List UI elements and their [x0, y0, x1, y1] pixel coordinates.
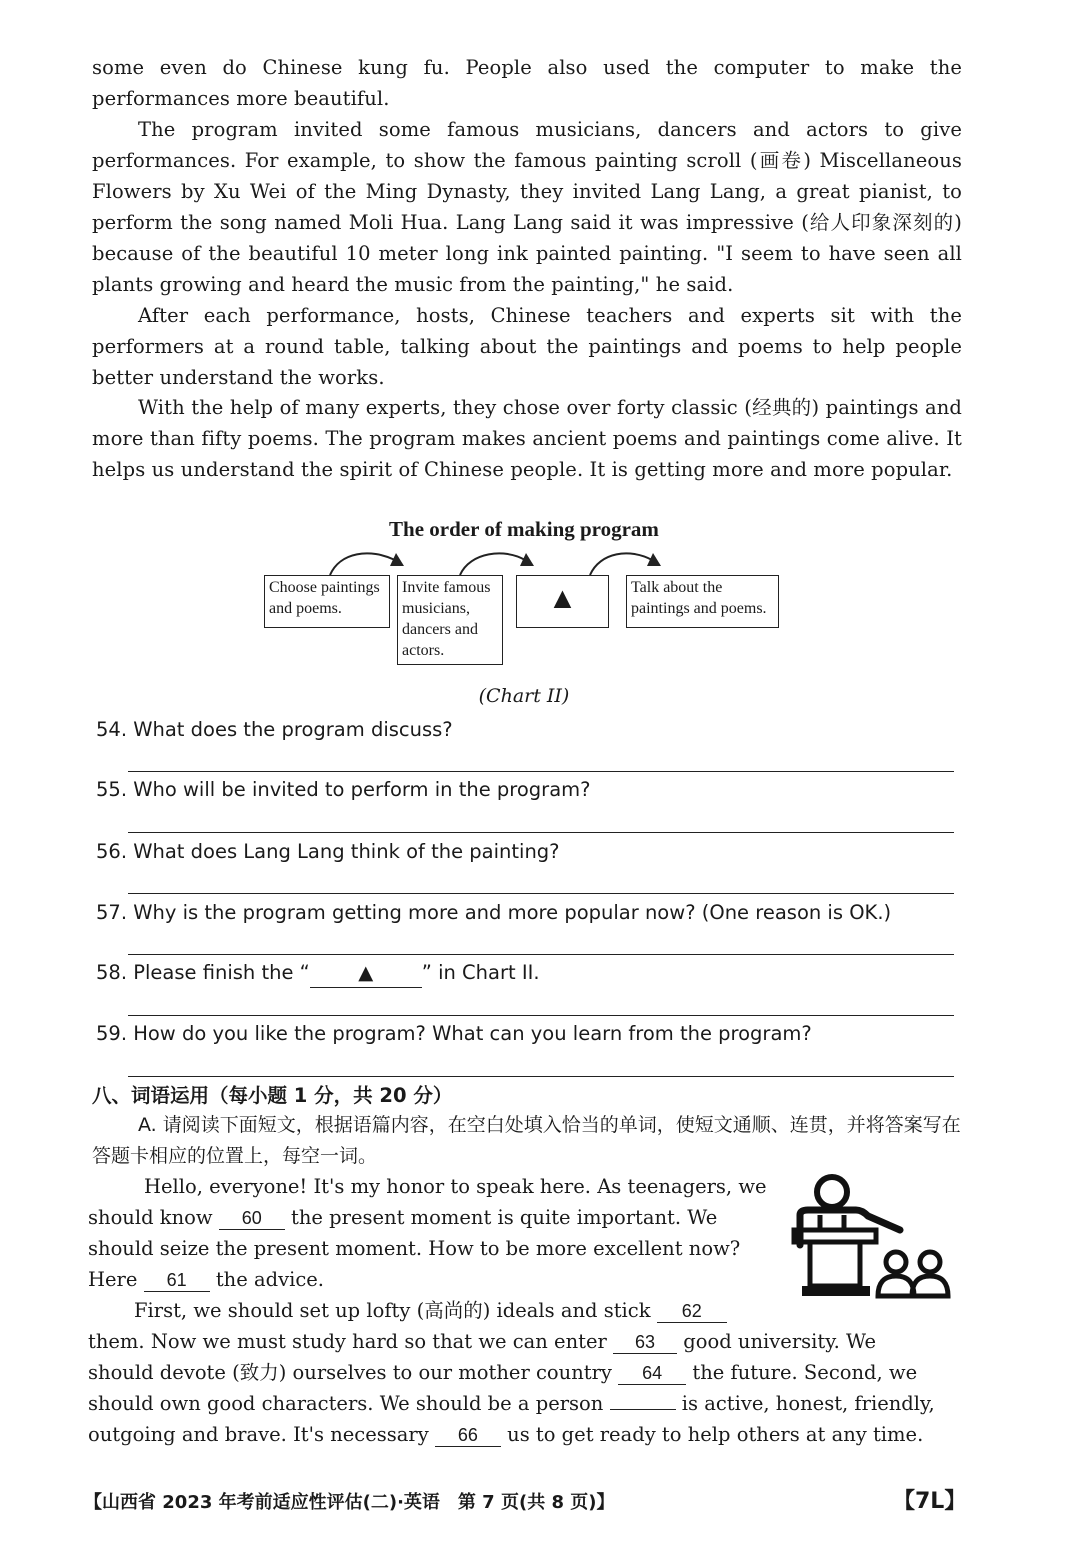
cloze-text: should devote (致力) ourselves to our mother country [88, 1361, 612, 1384]
cloze-text: is active, honest, friendly, [681, 1392, 935, 1415]
blank-63[interactable]: 63 [613, 1331, 677, 1354]
question-57: 57. Why is the program getting more and more popular now? (One reason is OK.) [96, 901, 892, 924]
cloze-line [88, 1420, 923, 1451]
cloze-line [88, 1296, 958, 1327]
arrow-3 [590, 553, 652, 575]
triangle-icon: ▲ [358, 961, 374, 984]
chart-caption: (Chart II) [478, 685, 570, 707]
cloze-text: the future. Second, we [692, 1361, 918, 1384]
section-heading: 八、词语运用（每小题 1 分，共 20 分） [92, 1084, 453, 1107]
cloze-text: the present moment is quite important. We [291, 1206, 718, 1229]
paragraph-3: After each performance, hosts, Chinese teachers and experts sit with the performers at a round table, talking about the paintings and poems to help people better understand the works. [92, 304, 962, 389]
blank-60[interactable]: 60 [219, 1207, 285, 1230]
cloze-text: them. Now we must study hard so that we can enter [88, 1330, 607, 1353]
chart-box-4: Talk about the paintings and poems. [626, 575, 779, 628]
chart-box-1: Choose paintings and poems. [264, 575, 390, 628]
cloze-text: good university. We [683, 1330, 877, 1353]
answer-line-56[interactable] [128, 893, 954, 894]
answer-line-57[interactable] [128, 954, 954, 955]
question-59: 59. How do you like the program? What can you learn from the program? [96, 1022, 812, 1045]
question-58-text-b: ” in Chart II. [421, 961, 540, 984]
paragraph-2: The program invited some famous musicians, dancers and actors to give performances. For example, to show the famous painting scroll (画卷) Miscellaneous Flowers by Xu Wei of the Ming Dynasty, they invited Lang Lang, a great pianist, to perform the song named Moli Hua. Lang Lang said it was impressive (给人印象深刻的) because of the beautiful 10 meter long ink painted painting. "I seem to have seen all plants growing and heard the music from the painting," he said. [92, 118, 962, 296]
page-footer: 【山西省 2023 年考前适应性评估(二)·英语 第 7 页(共 8 页)】 [84, 1492, 615, 1513]
chart-title: The order of making program [389, 517, 659, 541]
answer-line-54[interactable] [128, 771, 954, 772]
blank-61[interactable]: 61 [144, 1269, 210, 1292]
cloze-line [88, 1265, 324, 1296]
cloze-text: First, we should set up lofty (高尚的) ideals and stick [134, 1299, 651, 1322]
blank-66[interactable]: 66 [435, 1424, 501, 1447]
cloze-line [88, 1172, 767, 1203]
question-58-blank [310, 959, 422, 988]
cloze-text: Here [88, 1268, 138, 1291]
answer-line-55[interactable] [128, 832, 954, 833]
cloze-line [88, 1203, 717, 1234]
cloze-text: us to get ready to help others at any time. [507, 1423, 924, 1446]
chart-box-3 [516, 575, 609, 628]
cloze-line: should seize the present moment. How to be more excellent now? [88, 1237, 741, 1260]
question-56: 56. What does Lang Lang think of the painting? [96, 840, 560, 863]
paragraph-4: With the help of many experts, they chose over forty classic (经典的) paintings and more than fifty poems. The program makes ancient poems and paintings come alive. It helps us understand the spirit of Chinese people. It is getting more and more popular. [92, 396, 962, 481]
question-58 [96, 959, 956, 988]
cloze-line [88, 1327, 876, 1358]
cloze-text: outgoing and brave. It's necessary [88, 1423, 429, 1446]
question-54: 54. What does the program discuss? [96, 718, 453, 741]
section-instruction: A. 请阅读下面短文，根据语篇内容，在空白处填入恰当的单词，使短文通顺、连贯，并将答案写在答题卡相应的位置上，每空一词。 [92, 1114, 961, 1167]
cloze-text: the advice. [215, 1268, 324, 1291]
blank-62[interactable]: 62 [657, 1300, 727, 1323]
arrow-1 [330, 553, 395, 575]
answer-line-59[interactable] [128, 1076, 954, 1077]
blank-64[interactable]: 64 [618, 1362, 686, 1385]
arrow-2 [460, 553, 525, 575]
speaker-icon [790, 1170, 955, 1305]
cloze-line [88, 1358, 917, 1389]
cloze-text: should know [88, 1206, 213, 1229]
answer-line-58[interactable] [128, 1015, 954, 1016]
chart-box-2: Invite famous musicians, dancers and actors. [397, 575, 503, 665]
triangle-icon: ▲ [547, 582, 578, 615]
cloze-text: Hello, everyone! It's my honor to speak here. As teenagers, we [144, 1175, 767, 1198]
question-55: 55. Who will be invited to perform in the program? [96, 778, 591, 801]
paper-code: 【7L】 [893, 1489, 967, 1514]
question-58-text-a: 58. Please finish the “ [96, 961, 310, 984]
blank-65[interactable] [610, 1409, 676, 1410]
cloze-text: should own good characters. We should be a person [88, 1392, 604, 1415]
cloze-line [88, 1389, 935, 1420]
paragraph-1: some even do Chinese kung fu. People also used the computer to make the performances more beautiful. [92, 56, 962, 110]
